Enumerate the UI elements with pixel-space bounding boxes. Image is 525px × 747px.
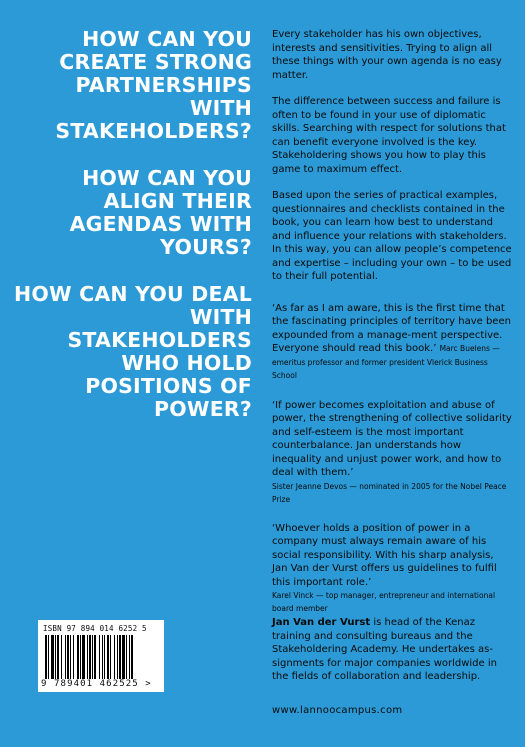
barcode-digits: 9 789401 462525 >	[41, 679, 152, 689]
quote-3	[272, 522, 512, 616]
paragraph-2: The difference between success and failure is often to be found in your use of diplomatic skills. Searching with respect for solutions that can benefit everyone involved is the key. Stakeholdering shows you how to play this game to maximum effect.	[272, 96, 506, 175]
author-bio-text: is head of the Kenaz training and consulting bureaus and the Stakeholdering Academy. He undertakes as-signments for major companies worldwide in the fields of collaboration and leadership.	[272, 617, 497, 682]
paragraph-3: Based upon the series of practical examples, questionnaires and checklists contained in the book, you can learn how best to understand and influence your relations with stakeholders. In this way, you can allow people’s competence and expertise – including your own – to be used to their full potential.	[272, 190, 512, 282]
barcode-bars-icon	[45, 635, 157, 679]
description-column	[272, 28, 512, 631]
quote-text: ‘Whoever holds a position of power in a company must always remain aware of his social responsibility. With his sharp analysis, Jan Van der Vurst offers us guidelines to fulfil this important role.’	[272, 522, 497, 588]
quote-attribution: Karel Vinck — top manager, entrepreneur and international board member	[272, 591, 496, 613]
paragraph-1: Every stakeholder has his own objectives, interests and sensitivities. Trying to align all these things with your own agenda is no easy matter.	[272, 29, 502, 81]
quote-attribution: Sister Jeanne Devos — nominated in 2005 for the Nobel Peace Prize	[272, 481, 507, 504]
barcode	[38, 620, 164, 692]
question-headlines	[10, 28, 252, 445]
quote-text: ‘If power becomes exploitation and abuse of power, the strengthening of collective solidarity and self-esteem is the most important counterbalance. Jan understands how inequality and unjust power work, and how to deal with them.’	[272, 399, 512, 478]
quote-2	[272, 399, 512, 506]
question-1: HOW CAN YOU CREATE STRONG PARTNERSHIPS WITH STAKEHOLDERS?	[55, 27, 252, 143]
quote-attribution: Marc Buelens — emeritus professor and former president Vlerick Business School	[272, 344, 500, 380]
isbn-number: ISBN 97 894 014 6252 5	[43, 624, 147, 633]
quote-text: ‘As far as I am aware, this is the first time that the fascinating principles of territory have been expounded from a manage-ment perspective. Everyone should read this book.’	[272, 302, 511, 354]
quote-1	[272, 302, 512, 383]
question-2: HOW CAN YOU ALIGN THEIR AGENDAS WITH YOURS?	[69, 166, 252, 259]
author-bio	[272, 616, 512, 684]
author-name: Jan Van der Vurst	[272, 617, 371, 628]
website-url: www.lannoocampus.com	[272, 705, 403, 716]
question-3: HOW CAN YOU DEAL WITH STAKEHOLDERS WHO HOLD POSITIONS OF POWER?	[13, 282, 252, 421]
